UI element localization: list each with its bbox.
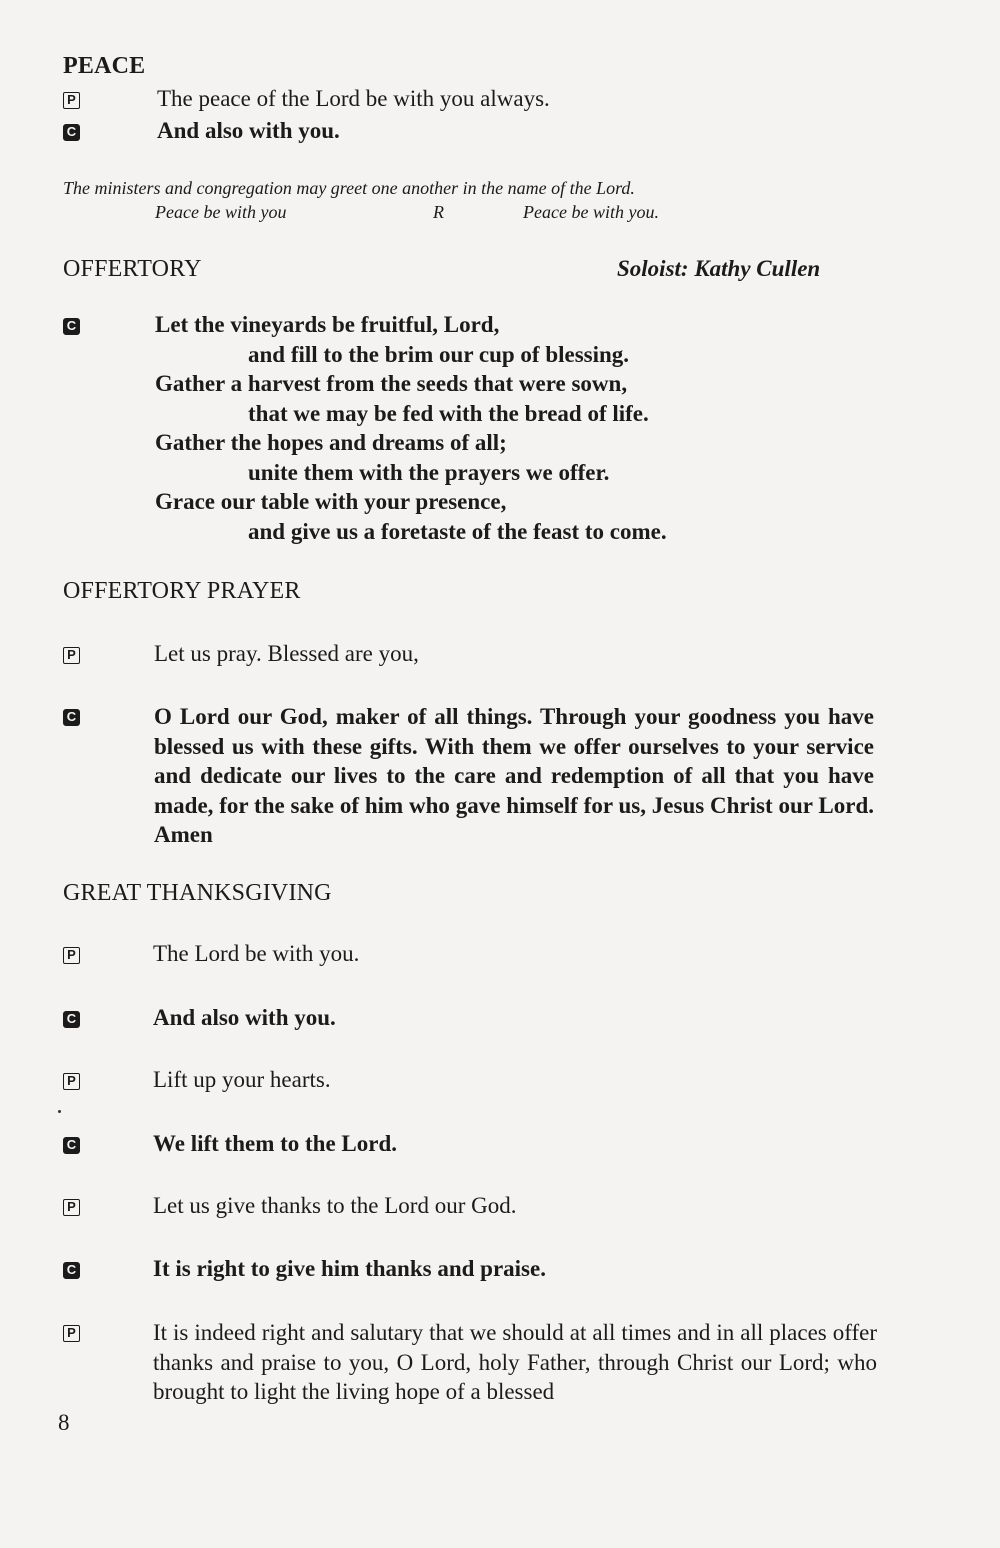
soloist-credit: Soloist: Kathy Cullen (617, 256, 821, 281)
thanksgiving-pastor-line: The Lord be with you. (153, 941, 360, 966)
peace-heading: PEACE (63, 53, 146, 79)
offertory-line: unite them with the prayers we offer. (248, 460, 610, 485)
print-speck (58, 1110, 61, 1113)
page-number: 8 (58, 1410, 70, 1435)
thanksgiving-pastor-line: Let us give thanks to the Lord our God. (153, 1193, 517, 1218)
peace-rubric: The ministers and congregation may greet one another in the name of the Lord. (63, 178, 635, 198)
thanksgiving-pastor-line: Lift up your hearts. (153, 1067, 331, 1092)
offertory-line: and give us a foretaste of the feast to come. (248, 519, 667, 544)
greeting-right: Peace be with you. (523, 202, 659, 222)
peace-pastor-line: The peace of the Lord be with you always. (157, 86, 550, 111)
congregation-mark: C (63, 1011, 80, 1028)
thanksgiving-congregation-line: It is right to give him thanks and praise. (153, 1256, 546, 1281)
congregation-mark: C (63, 124, 80, 141)
greeting-left: Peace be with you (155, 202, 287, 222)
offertory-line: Gather a harvest from the seeds that were sown, (155, 371, 628, 396)
greeting-response-mark: R (433, 202, 444, 222)
offertory-line: Let the vineyards be fruitful, Lord, (155, 312, 500, 337)
offertory-line: Gather the hopes and dreams of all; (155, 430, 507, 455)
offertory-line: Grace our table with your presence, (155, 489, 507, 514)
congregation-mark: C (63, 1262, 80, 1279)
congregation-mark: C (63, 1137, 80, 1154)
pastor-mark: P (63, 647, 80, 664)
offertory-prayer-heading: OFFERTORY PRAYER (63, 578, 301, 604)
peace-congregation-line: And also with you. (157, 118, 340, 143)
pastor-mark: P (63, 92, 80, 109)
offertory-prayer-pastor-line: Let us pray. Blessed are you, (154, 641, 419, 666)
offertory-line: that we may be fed with the bread of life. (248, 401, 649, 426)
pastor-mark: P (63, 947, 80, 964)
congregation-mark: C (63, 318, 80, 335)
preface-text: It is indeed right and salutary that we should at all times and in all places offer thanks and praise to you, O Lord, holy Father, through Christ our Lord; who brought to light the living hope of a blessed (153, 1320, 877, 1405)
thanksgiving-congregation-line: And also with you. (153, 1005, 336, 1030)
pastor-mark: P (63, 1325, 80, 1342)
pastor-mark: P (63, 1199, 80, 1216)
great-thanksgiving-heading: GREAT THANKSGIVING (63, 880, 332, 906)
offertory-line: and fill to the brim our cup of blessing. (248, 342, 630, 367)
offertory-prayer-response: O Lord our God, maker of all things. Through your goodness you have blessed us with these gifts. With them we offer ourselves to your service and dedicate our lives to the care and redemption of all that you have made, for the sake of him who gave himself for us, Jesus Christ our Lord. Amen (154, 704, 874, 848)
pastor-mark: P (63, 1073, 80, 1090)
thanksgiving-congregation-line: We lift them to the Lord. (153, 1131, 398, 1156)
offertory-heading: OFFERTORY (63, 256, 202, 282)
congregation-mark: C (63, 709, 80, 726)
